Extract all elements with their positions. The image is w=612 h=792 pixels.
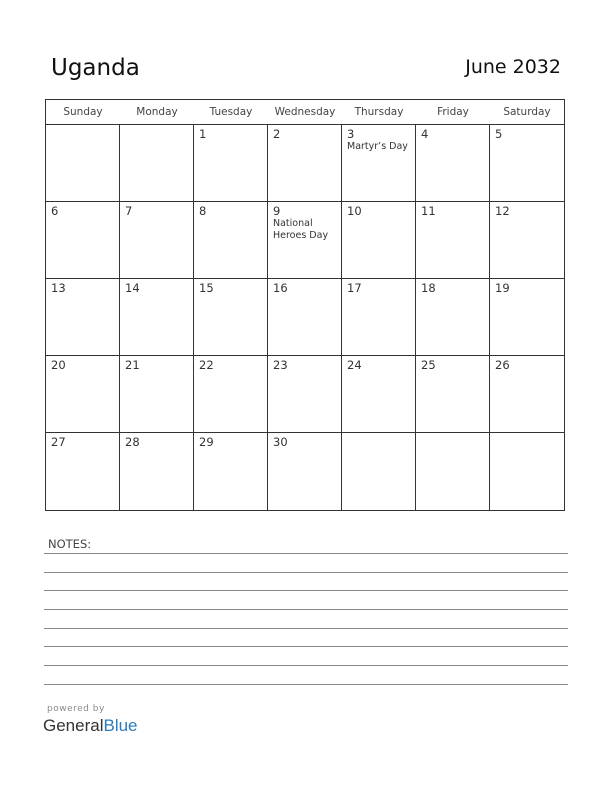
day-number: 17 (347, 281, 362, 295)
note-line (44, 609, 568, 610)
holiday-label: Martyr’s Day (347, 141, 408, 152)
day-number: 19 (495, 281, 510, 295)
weekday-monday: Monday (136, 106, 178, 118)
day-cell (46, 356, 120, 433)
day-cell (342, 356, 416, 433)
generalblue-logo[interactable] (43, 716, 138, 736)
day-cell (120, 356, 194, 433)
day-cell (194, 202, 268, 279)
day-cell (416, 202, 490, 279)
weekday-saturday: Saturday (503, 106, 551, 118)
day-cell (416, 356, 490, 433)
day-cell (490, 356, 564, 433)
note-line (44, 646, 568, 647)
calendar-grid (45, 99, 565, 511)
day-cell (194, 279, 268, 356)
weekday-sunday: Sunday (63, 106, 103, 118)
note-line (44, 572, 568, 573)
day-number: 28 (125, 435, 140, 449)
day-number: 20 (51, 358, 66, 372)
day-cell (120, 279, 194, 356)
day-number: 14 (125, 281, 140, 295)
day-number: 1 (199, 127, 207, 141)
day-cell (342, 125, 416, 202)
day-cell (120, 125, 194, 202)
day-number: 7 (125, 204, 133, 218)
day-cell (46, 125, 120, 202)
logo-blue-text: Blue (103, 716, 138, 735)
day-number: 22 (199, 358, 214, 372)
day-number: 29 (199, 435, 214, 449)
day-number: 13 (51, 281, 66, 295)
note-line (44, 628, 568, 629)
day-cell (342, 202, 416, 279)
day-number: 21 (125, 358, 140, 372)
day-cell (268, 125, 342, 202)
day-number: 6 (51, 204, 59, 218)
weekday-tuesday: Tuesday (209, 106, 253, 118)
day-number: 25 (421, 358, 436, 372)
logo-general-text: General (43, 716, 104, 735)
day-number: 12 (495, 204, 510, 218)
day-number: 16 (273, 281, 288, 295)
holiday-label: National Heroes Day (273, 218, 329, 241)
note-line (44, 684, 568, 685)
day-number: 5 (495, 127, 503, 141)
day-number: 30 (273, 435, 288, 449)
note-line (44, 590, 568, 591)
day-cell (194, 433, 268, 510)
day-number: 26 (495, 358, 510, 372)
calendar-body (46, 125, 564, 510)
month-title: June 2032 (465, 56, 561, 78)
day-cell (490, 202, 564, 279)
day-cell (490, 279, 564, 356)
day-cell (120, 433, 194, 510)
day-number: 3 (347, 127, 355, 141)
day-number: 23 (273, 358, 288, 372)
day-number: 18 (421, 281, 436, 295)
day-cell (342, 433, 416, 510)
day-number: 8 (199, 204, 207, 218)
day-cell (342, 279, 416, 356)
weekday-thursday: Thursday (354, 106, 404, 118)
day-cell (46, 202, 120, 279)
day-number: 27 (51, 435, 66, 449)
day-cell (268, 433, 342, 510)
day-cell (416, 433, 490, 510)
day-cell (120, 202, 194, 279)
notes-label: NOTES: (48, 537, 92, 551)
day-number: 24 (347, 358, 362, 372)
day-cell (416, 125, 490, 202)
day-cell (268, 202, 342, 279)
note-line (44, 553, 568, 554)
day-cell (490, 125, 564, 202)
day-cell (268, 279, 342, 356)
day-cell (194, 125, 268, 202)
day-number: 15 (199, 281, 214, 295)
day-cell (46, 279, 120, 356)
day-cell (416, 279, 490, 356)
day-number: 4 (421, 127, 429, 141)
day-cell (490, 433, 564, 510)
weekday-header (46, 100, 564, 125)
day-cell (46, 433, 120, 510)
weekday-friday: Friday (437, 106, 469, 118)
note-line (44, 665, 568, 666)
powered-by-text: powered by (47, 704, 105, 714)
day-number: 11 (421, 204, 436, 218)
day-number: 9 (273, 204, 281, 218)
day-cell (194, 356, 268, 433)
day-number: 10 (347, 204, 362, 218)
country-title: Uganda (51, 55, 140, 81)
day-number: 2 (273, 127, 281, 141)
weekday-wednesday: Wednesday (274, 106, 336, 118)
day-cell (268, 356, 342, 433)
